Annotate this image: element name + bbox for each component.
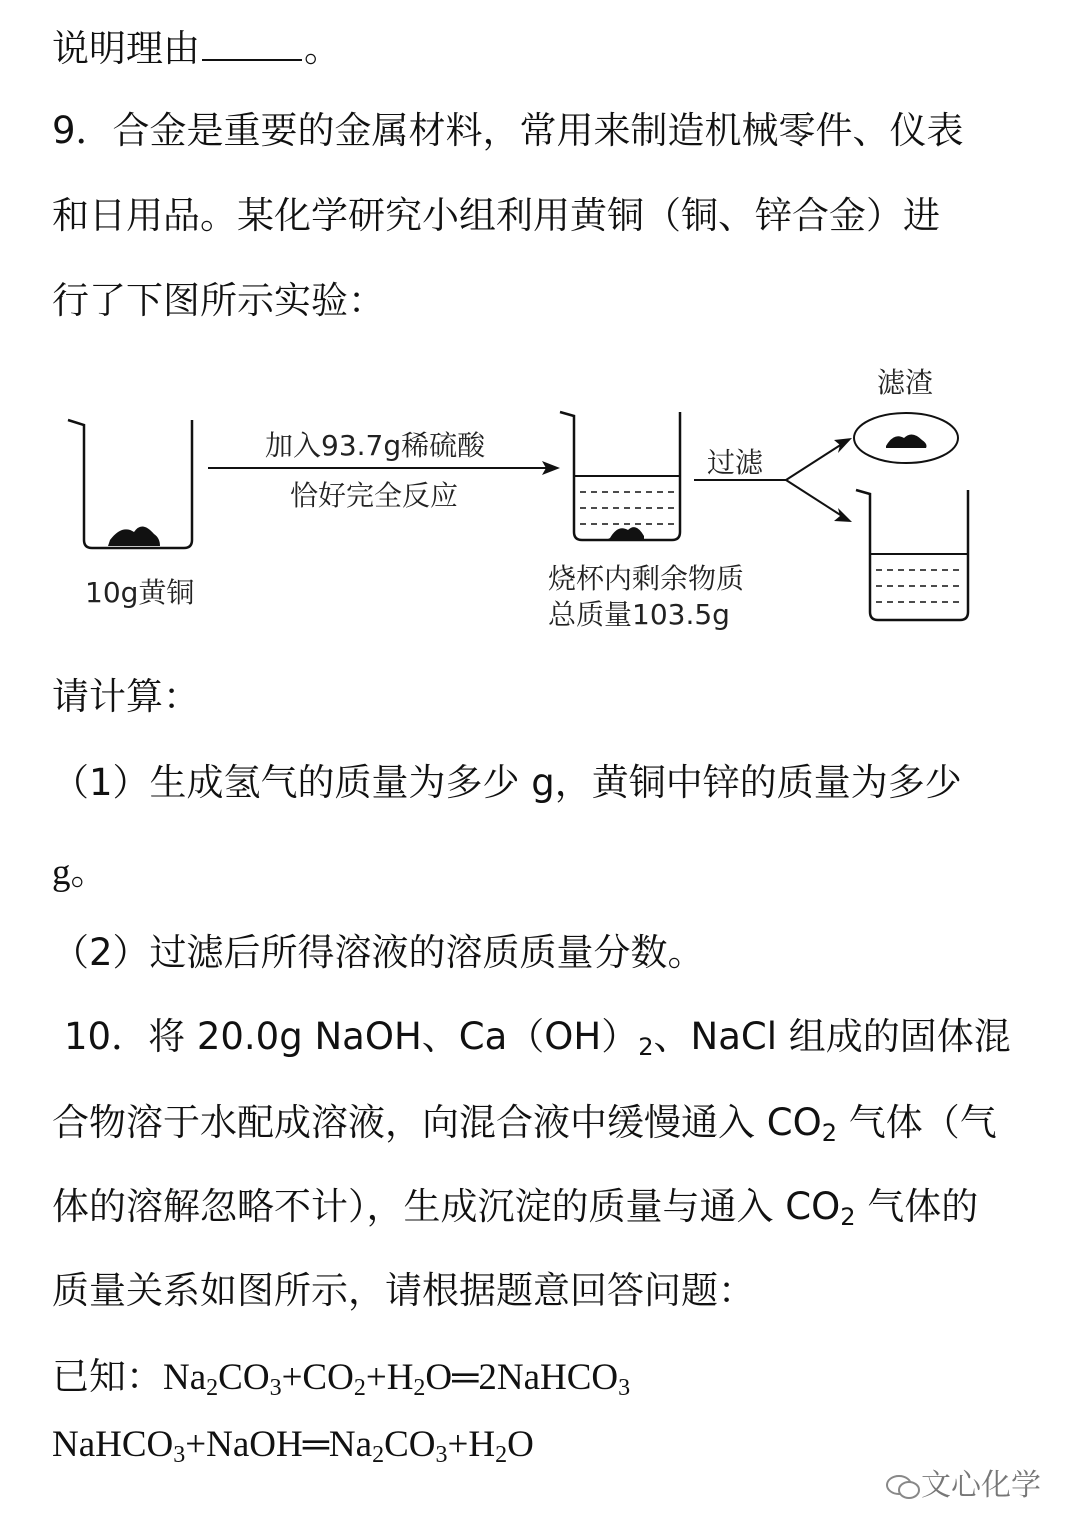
beaker-label-2: 总质量103.5g: [548, 598, 730, 631]
experiment-diagram: [0, 340, 1080, 650]
q9-part-1-line-1: （1）生成氢气的质量为多少 g，黄铜中锌的质量为多少: [52, 761, 962, 804]
arrow-label-reaction: 恰好完全反应: [290, 479, 459, 512]
beaker-filtrate-icon: [856, 490, 968, 620]
known-equation-2: $NaHCO_3+NaOH═Na_2CO_3+H_2O$: [52, 1424, 534, 1468]
q10-line-1: 10．将 20.0g NaOH、$Ca(OH)_2$、NaCl 组成的固体混: [64, 1015, 1011, 1061]
residue-label: 滤渣: [877, 366, 934, 399]
calc-heading: 请计算：: [52, 675, 200, 718]
beaker-brass-icon: [68, 420, 192, 548]
q8-tail-line: 说明理由 。: [52, 27, 341, 70]
q9-part-2: （2）过滤后所得溶液的溶质质量分数。: [52, 931, 705, 974]
wechat-icon: [885, 1473, 921, 1501]
watermark: 文心化学: [885, 1460, 1041, 1504]
q10-line-4: 质量关系如图所示，请根据题意回答问题：: [52, 1269, 755, 1312]
label-brass: 10g黄铜: [85, 576, 195, 609]
arrow-add-acid-icon: [208, 461, 560, 475]
q10-line-3: 体的溶解忽略不计），生成沉淀的质量与通入 $CO_2$ 气体的: [52, 1185, 979, 1231]
known-equation-1: 已知：$Na_2CO_3+CO_2+H_2O═2NaHCO_3$: [52, 1355, 631, 1401]
beaker-reacted-icon: [560, 412, 680, 540]
arrow-label-acid: 加入93.7g稀硫酸: [265, 429, 486, 462]
answer-blank: [202, 25, 302, 61]
q9-line-2: 和日用品。某化学研究小组利用黄铜（铜、锌合金）进: [52, 194, 940, 237]
filter-label: 过滤: [707, 446, 764, 479]
q9-line-3: 行了下图所示实验：: [52, 279, 385, 322]
q9-line-1: 9．合金是重要的金属材料，常用来制造机械零件、仪表: [52, 109, 964, 152]
residue-dish-icon: [854, 413, 958, 463]
equation-1: $Na_2CO_3+CO_2+H_2O═2NaHCO_3$: [163, 1357, 631, 1401]
q10-line-2: 合物溶于水配成溶液，向混合液中缓慢通入 $CO_2$ 气体（气: [52, 1101, 997, 1147]
beaker-label-1: 烧杯内剩余物质: [548, 562, 745, 595]
q9-part-1-line-2: g。: [52, 852, 108, 893]
